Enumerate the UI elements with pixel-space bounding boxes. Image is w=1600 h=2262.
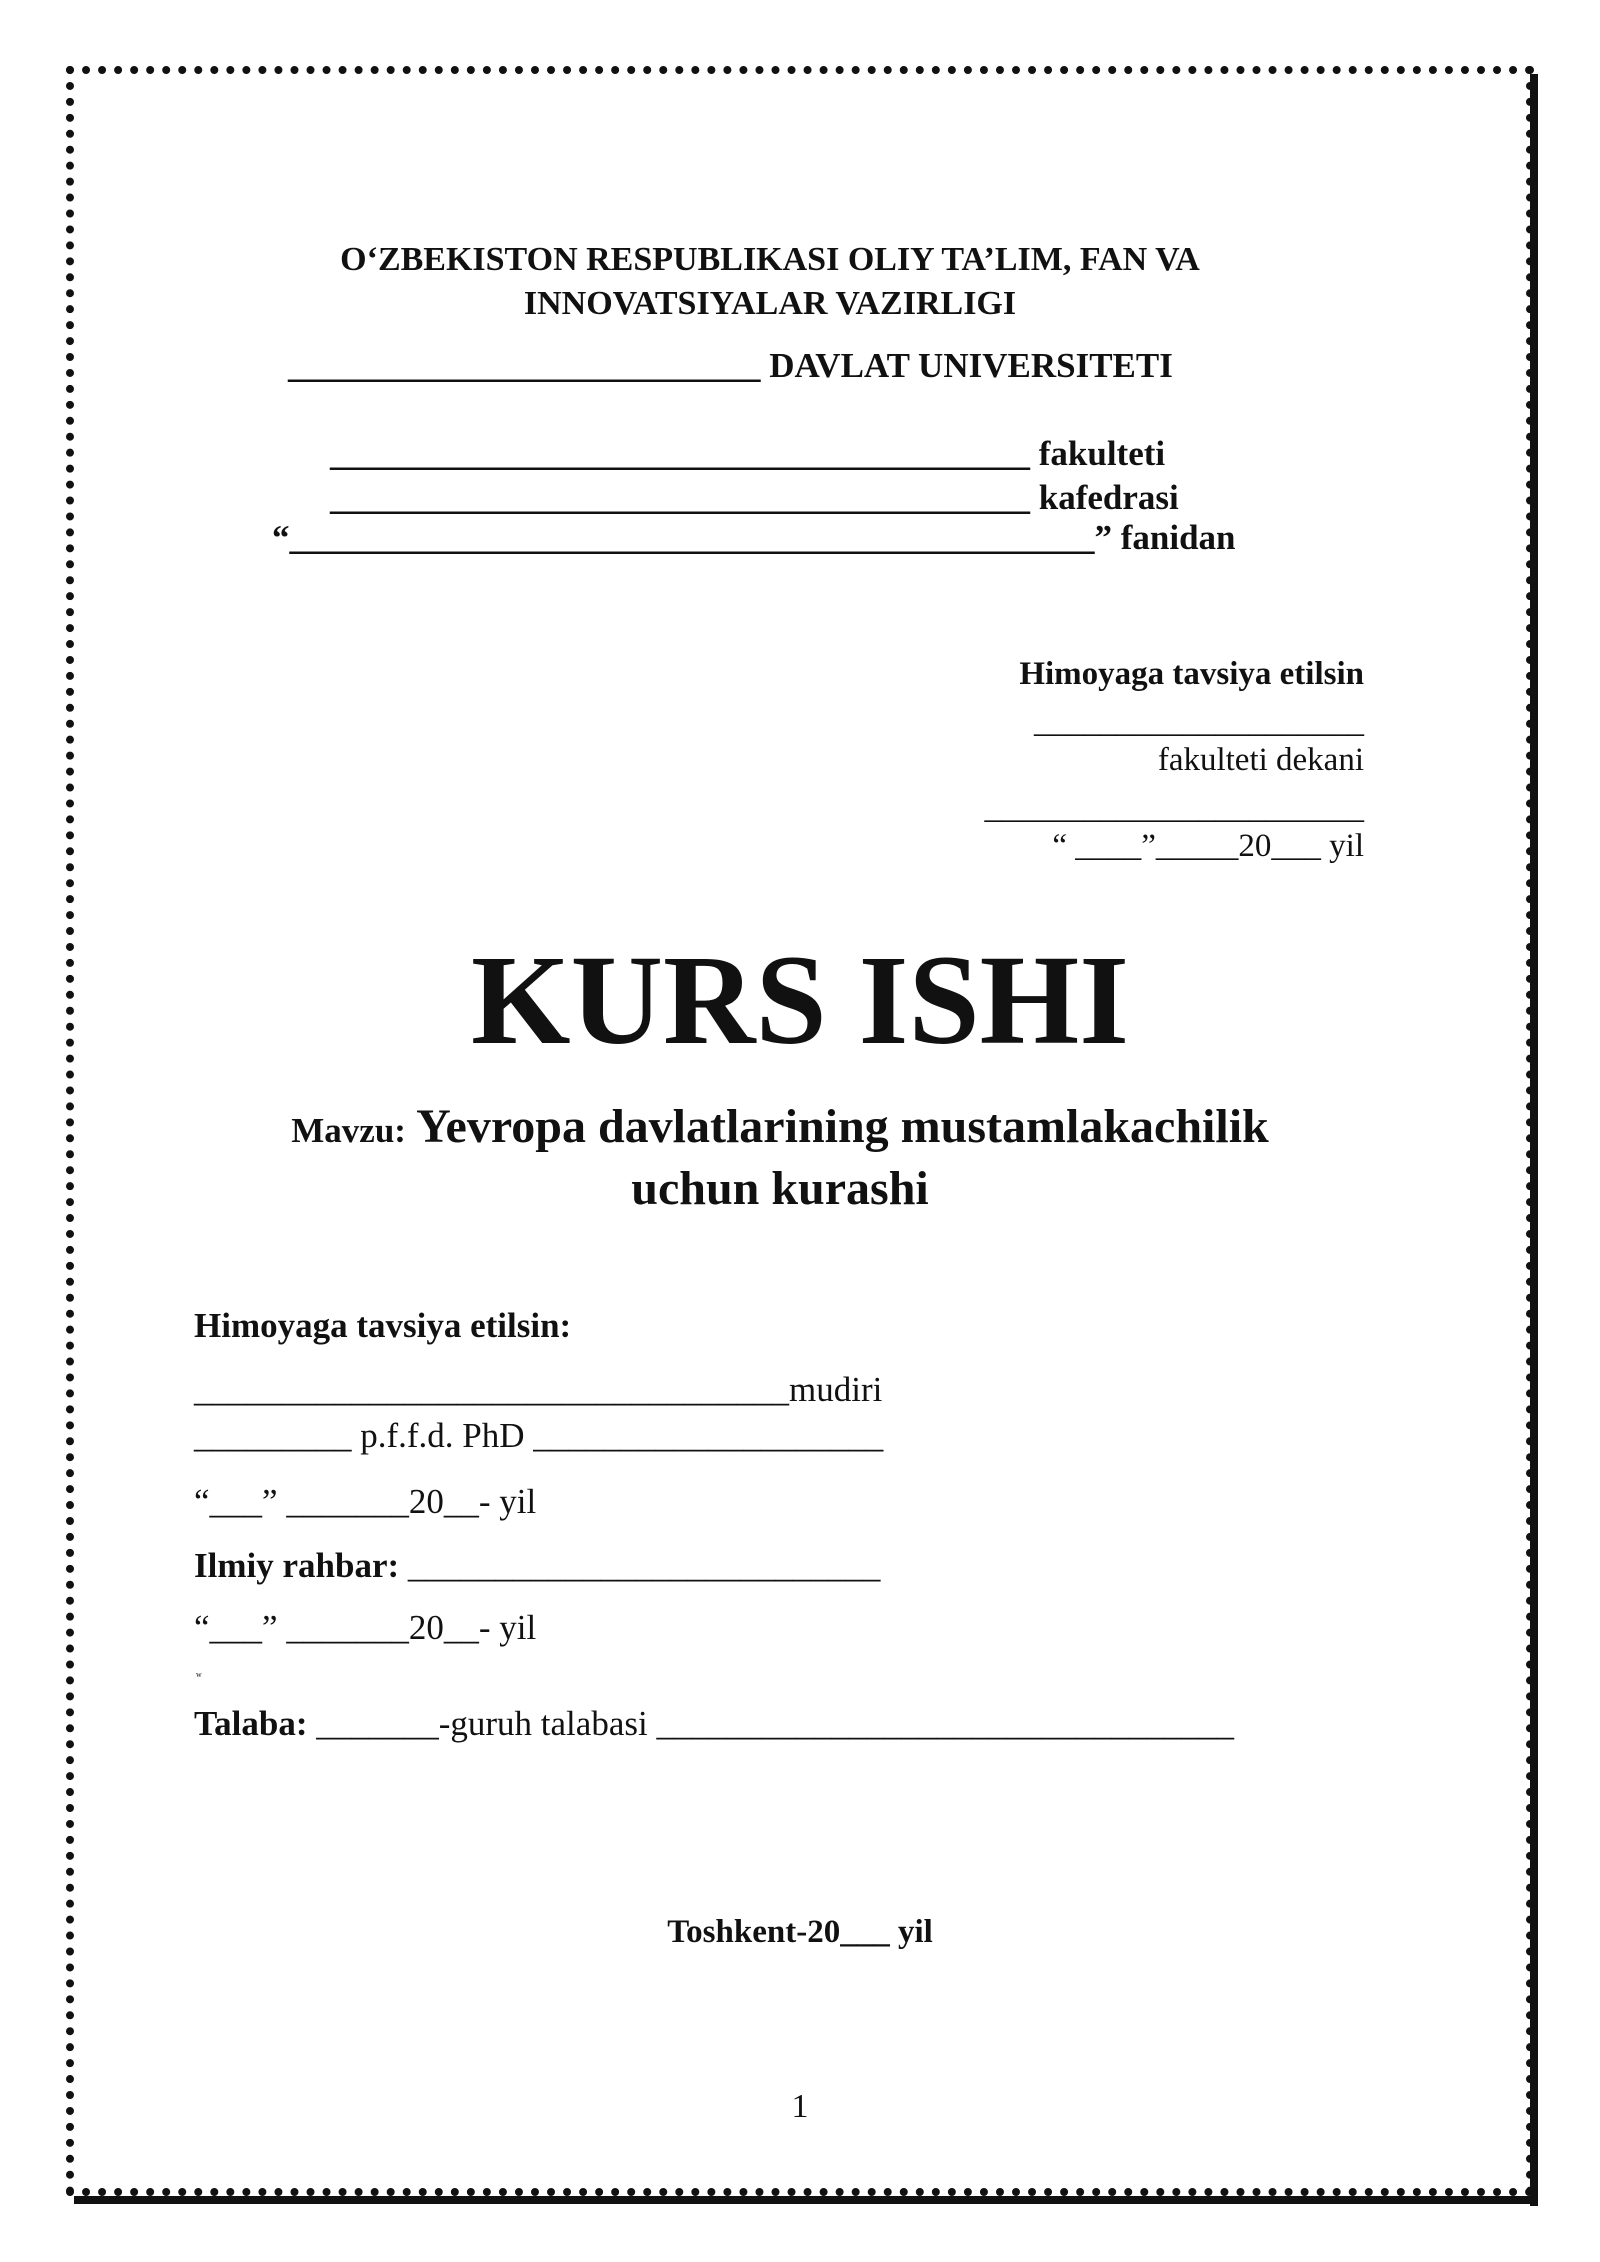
approval-date-2: “___” _______20__- yil — [194, 1608, 537, 1647]
faculty-block — [330, 432, 1179, 520]
subject-line: “______________________________________________” fanidan — [272, 518, 1236, 557]
topic-text-line-2: uchun kurashi — [631, 1162, 929, 1215]
supervisor-line — [194, 1546, 880, 1586]
department-head-line: __________________________________mudiri — [194, 1370, 883, 1409]
approval-right-name-line: _______________________ — [984, 790, 1364, 826]
page-border-shadow-right — [1530, 74, 1538, 2206]
topic-text-line-1: Yevropa davlatlarining mustamlakachilik — [416, 1100, 1269, 1153]
topic-block — [200, 1098, 1360, 1218]
topic-line-1 — [200, 1098, 1360, 1160]
tiny-mark: w — [196, 1670, 202, 1679]
approval-right-dean: fakulteti dekani — [1157, 742, 1364, 778]
student-blank: _______-guruh talabasi _________________________________ — [307, 1704, 1234, 1743]
page-border-shadow-bottom — [74, 2196, 1538, 2204]
ministry-heading — [200, 238, 1340, 326]
topic-label: Mavzu: — [291, 1111, 406, 1150]
ministry-line-1: O‘ZBEKISTON RESPUBLIKASI OLIY TA’LIM, FAN VA — [340, 241, 1200, 278]
student-line — [194, 1704, 1234, 1744]
supervisor-blank: ___________________________ — [399, 1546, 881, 1585]
approval-left-heading: Himoyaga tavsiya etilsin: — [194, 1306, 572, 1345]
supervisor-label: Ilmiy rahbar: — [194, 1546, 400, 1585]
university-line: ___________________________ DAVLAT UNIVERSITETI — [288, 346, 1173, 385]
ministry-line-2: INNOVATSIYALAR VAZIRLIGI — [523, 285, 1017, 322]
approval-date-1: “___” _______20__- yil — [194, 1482, 537, 1521]
page-number: 1 — [791, 2088, 809, 2125]
city-year: Toshkent-20___ yil — [667, 1914, 933, 1950]
approval-right-date: “ ____”_____20___ yil — [1052, 828, 1364, 864]
faculty-line: ________________________________________ fakulteti — [330, 434, 1166, 473]
phd-line: _________ p.f.f.d. PhD ____________________ — [194, 1416, 884, 1455]
document-title: KURS ISHI — [471, 929, 1129, 1071]
approval-right-heading: Himoyaga tavsiya etilsin — [1019, 656, 1364, 692]
student-label: Talaba: — [194, 1704, 308, 1743]
approval-right-signature-line: ____________________ — [1034, 704, 1364, 740]
department-line: ________________________________________ kafedrasi — [330, 478, 1179, 517]
